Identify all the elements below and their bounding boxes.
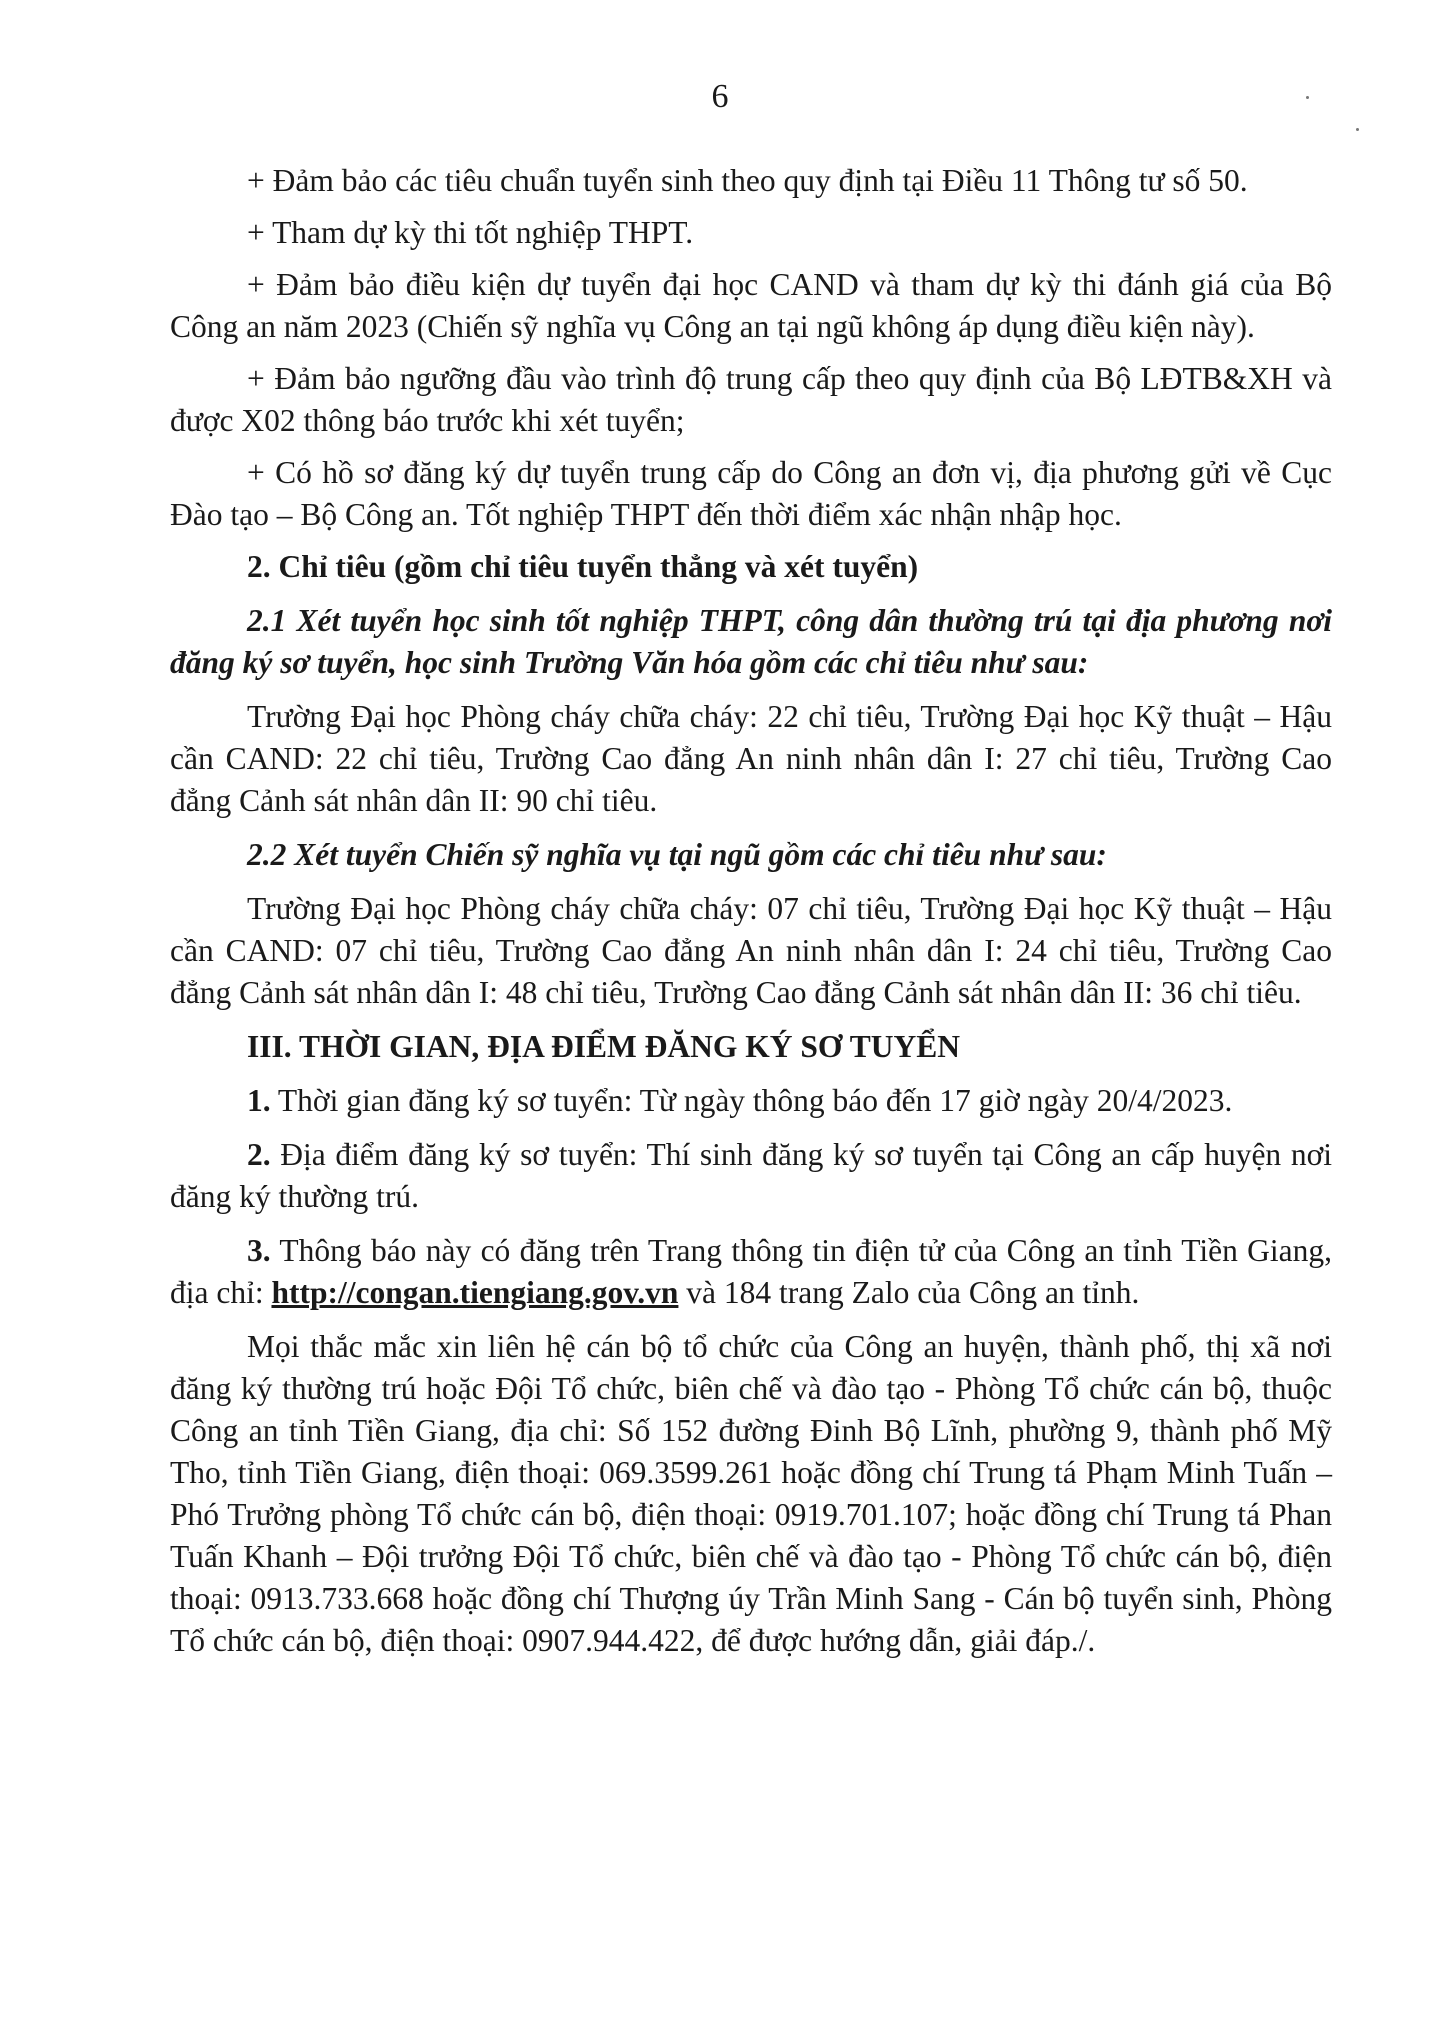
page-number: 6 — [711, 78, 729, 115]
item-text: và 184 trang Zalo của Công an tỉnh. — [678, 1275, 1140, 1310]
contact-paragraph: Mọi thắc mắc xin liên hệ cán bộ tổ chức của Công an huyện, thành phố, thị xã nơi đăng ký thường trú hoặc Đội Tổ chức, biên chế và đào tạo - Phòng Tổ chức cán bộ, thuộc Công an tỉnh Tiền Giang, địa chỉ: Số 152 đường Đinh Bộ Lĩnh, phường 9, thành phố Mỹ Tho, tỉnh Tiền Giang, điện thoại: 069.3599.261 hoặc đồng chí Trung tá Phạm Minh Tuấn – Phó Trưởng phòng Tổ chức cán bộ, điện thoại: 0919.701.107; hoặc đồng chí Trung tá Phan Tuấn Khanh – Đội trưởng Đội Tổ chức, biên chế và đào tạo - Phòng Tổ chức cán bộ, điện thoại: 0913.733.668 hoặc đồng chí Thượng úy Trần Minh Sang - Cán bộ tuyển sinh, Phòng Tổ chức cán bộ, điện thoại: 0907.944.422, để được hướng dẫn, giải đáp./. — [170, 1329, 1332, 1658]
section-3-item-2 — [170, 1134, 1332, 1218]
document-body — [170, 160, 1332, 1674]
section-2-heading: 2. Chỉ tiêu (gồm chỉ tiêu tuyển thẳng và xét tuyển) — [247, 549, 919, 584]
item-number: 3. — [247, 1233, 271, 1268]
criteria-item-3: + Đảm bảo điều kiện dự tuyển đại học CAND và tham dự kỳ thi đánh giá của Bộ Công an năm 2023 (Chiến sỹ nghĩa vụ Công an tại ngũ không áp dụng điều kiện này). — [170, 267, 1332, 344]
criteria-item-5: + Có hồ sơ đăng ký dự tuyển trung cấp do Công an đơn vị, địa phương gửi về Cục Đào tạo – Bộ Công an. Tốt nghiệp THPT đến thời điểm xác nhận nhập học. — [170, 455, 1332, 532]
item-text: Thời gian đăng ký sơ tuyển: Từ ngày thông báo đến 17 giờ ngày 20/4/2023. — [270, 1083, 1233, 1118]
criteria-item-1: + Đảm bảo các tiêu chuẩn tuyển sinh theo quy định tại Điều 11 Thông tư số 50. — [247, 163, 1248, 198]
criteria-item-2: + Tham dự kỳ thi tốt nghiệp THPT. — [247, 215, 694, 250]
section-3-heading: III. THỜI GIAN, ĐỊA ĐIỂM ĐĂNG KÝ SƠ TUYỂN — [247, 1029, 960, 1064]
item-text: Địa điểm đăng ký sơ tuyển: Thí sinh đăng ký sơ tuyển tại Công an cấp huyện nơi đăng ký thường trú. — [170, 1137, 1332, 1214]
section-2-1-text: Trường Đại học Phòng cháy chữa cháy: 22 chỉ tiêu, Trường Đại học Kỹ thuật – Hậu cần CAND: 22 chỉ tiêu, Trường Cao đẳng An ninh nhân dân I: 27 chỉ tiêu, Trường Cao đẳng Cảnh sát nhân dân II: 90 chỉ tiêu. — [170, 699, 1332, 818]
item-text: Thông báo này có đăng trên Trang thông tin điện tử của Công an tỉnh Tiền Giang, địa chỉ: — [170, 1233, 1332, 1310]
criteria-item-4: + Đảm bảo ngưỡng đầu vào trình độ trung cấp theo quy định của Bộ LĐTB&XH và được X02 thông báo trước khi xét tuyển; — [170, 361, 1332, 438]
section-3-item-3 — [170, 1230, 1332, 1314]
item-number: 1. — [247, 1083, 271, 1118]
section-2-2-heading: 2.2 Xét tuyển Chiến sỹ nghĩa vụ tại ngũ gồm các chỉ tiêu như sau: — [247, 837, 1107, 872]
website-link[interactable]: http://congan.tiengiang.gov.vn — [271, 1275, 679, 1310]
item-number: 2. — [247, 1137, 271, 1172]
scan-speck — [1356, 128, 1359, 131]
section-3-item-1 — [170, 1080, 1332, 1122]
section-2-1-heading: 2.1 Xét tuyển học sinh tốt nghiệp THPT, công dân thường trú tại địa phương nơi đăng ký sơ tuyển, học sinh Trường Văn hóa gồm các chỉ tiêu như sau: — [170, 603, 1332, 680]
section-2-2-text: Trường Đại học Phòng cháy chữa cháy: 07 chỉ tiêu, Trường Đại học Kỹ thuật – Hậu cần CAND: 07 chỉ tiêu, Trường Cao đẳng An ninh nhân dân I: 24 chỉ tiêu, Trường Cao đẳng Cảnh sát nhân dân I: 48 chỉ tiêu, Trường Cao đẳng Cảnh sát nhân dân II: 36 chỉ tiêu. — [170, 891, 1332, 1010]
